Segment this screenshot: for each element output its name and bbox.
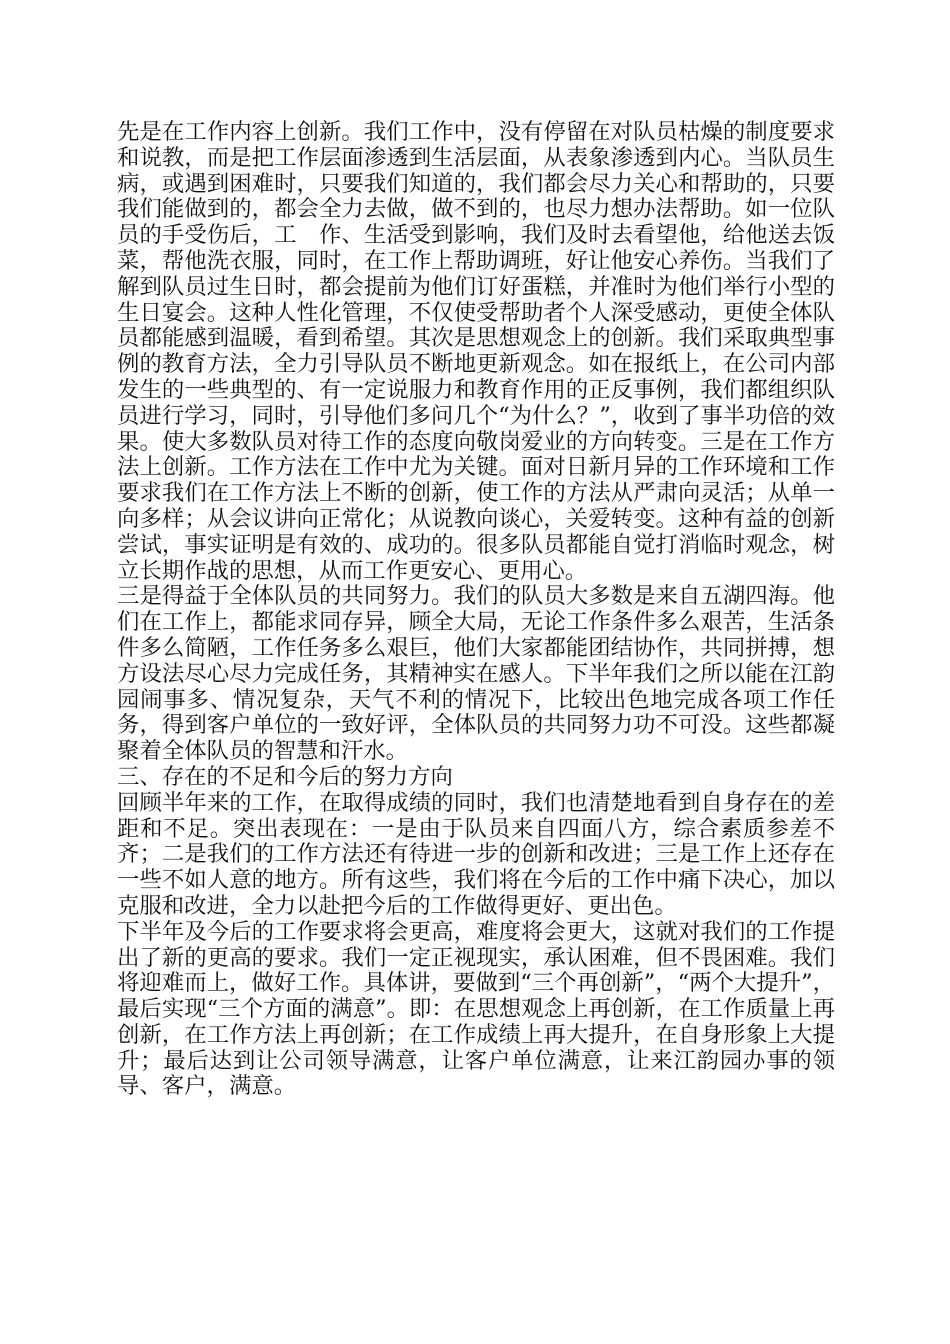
section-heading: 三、存在的不足和今后的努力方向	[117, 763, 453, 790]
paragraph-innovation: 先是在工作内容上创新。我们工作中，没有停留在对队员枯燥的制度要求和说教，而是把工作层面渗透到生活层面，从表象渗透到内心。当队员生病，或遇到困难时，只要我们知道的，我们都会尽力关心和帮助的，只要我们能做到的，都会全力去做，做不到的，也尽力想办法帮助。如一位队员的手受伤后，工 作、生活受到影响，我们及时去看望他，给他送去饭菜，帮他洗衣服，同时，在工作上帮助调班，好让他安心养伤。当我们了解到队员过生日时，都会提前为他们订好蛋糕，并准时为他们举行小型的生日宴会。这种人性化管理，不仅使受帮助者个人深受感动，更使全体队员都能感到温暖，看到希望。其次是思想观念上的创新。我们采取典型事例的教育方法，全力引导队员不断地更新观念。如在报纸上，在公司内部发生的一些典型的、有一定说服力和教育作用的正反事例，我们都组织队员进行学习，同时，引导他们多问几个“为什么？”，收到了事半功倍的效果。使大多数队员对待工作的态度向敬岗爱业的方向转变。三是在工作方法上创新。工作方法在工作中尤为关键。面对日新月异的工作环境和工作要求我们在工作方法上不断的创新，使工作的方法从严肃向灵活；从单一向多样；从会议讲向正常化；从说教向谈心，关爱转变。这种有益的创新尝试，事实证明是有效的、成功的。很多队员都能自觉打消临时观念，树立长期作战的思想，从而工作更安心、更用心。	[117, 119, 835, 584]
paragraph-shortcomings: 回顾半年来的工作，在取得成绩的同时，我们也清楚地看到自身存在的差距和不足。突出表现在：一是由于队员来自四面八方，综合素质参差不齐；二是我们的工作方法还有待进一步的创新和改进；三是工作上还存在一些不如人意的地方。所有这些，我们将在今后的工作中痛下决心，加以克服和改进，全力以赴把今后的工作做得更好、更出色。	[117, 789, 835, 919]
document-page	[117, 120, 835, 1100]
paragraph-team-effort: 三是得益于全体队员的共同努力。我们的队员大多数是来自五湖四海。他们在工作上，都能求同存异，顾全大局，无论工作条件多么艰苦，生活条件多么简陋，工作任务多么艰巨，他们大家都能团结协作，共同拼搏，想方设法尽心尽力完成任务，其精神实在感人。下半年我们之所以能在江韵园闹事多、情况复杂，天气不利的情况下，比较出色地完成各项工作任务，得到客户单位的一致好评，全体队员的共同努力功不可没。这些都凝聚着全体队员的智慧和汗水。	[117, 583, 835, 765]
paragraph-future-requirements: 下半年及今后的工作要求将会更高，难度将会更大，这就对我们的工作提出了新的更高的要求。我们一定正视现实，承认困难，但不畏困难。我们将迎难而上，做好工作。具体讲，要做到“三个再创新”，“两个大提升”，最后实现“三个方面的满意”。即：在思想观念上再创新，在工作质量上再创新，在工作方法上再创新；在工作成绩上再大提升，在自身形象上大提升；最后达到让公司领导满意，让客户单位满意，让来江韵园办事的领导、客户，满意。	[117, 918, 835, 1100]
